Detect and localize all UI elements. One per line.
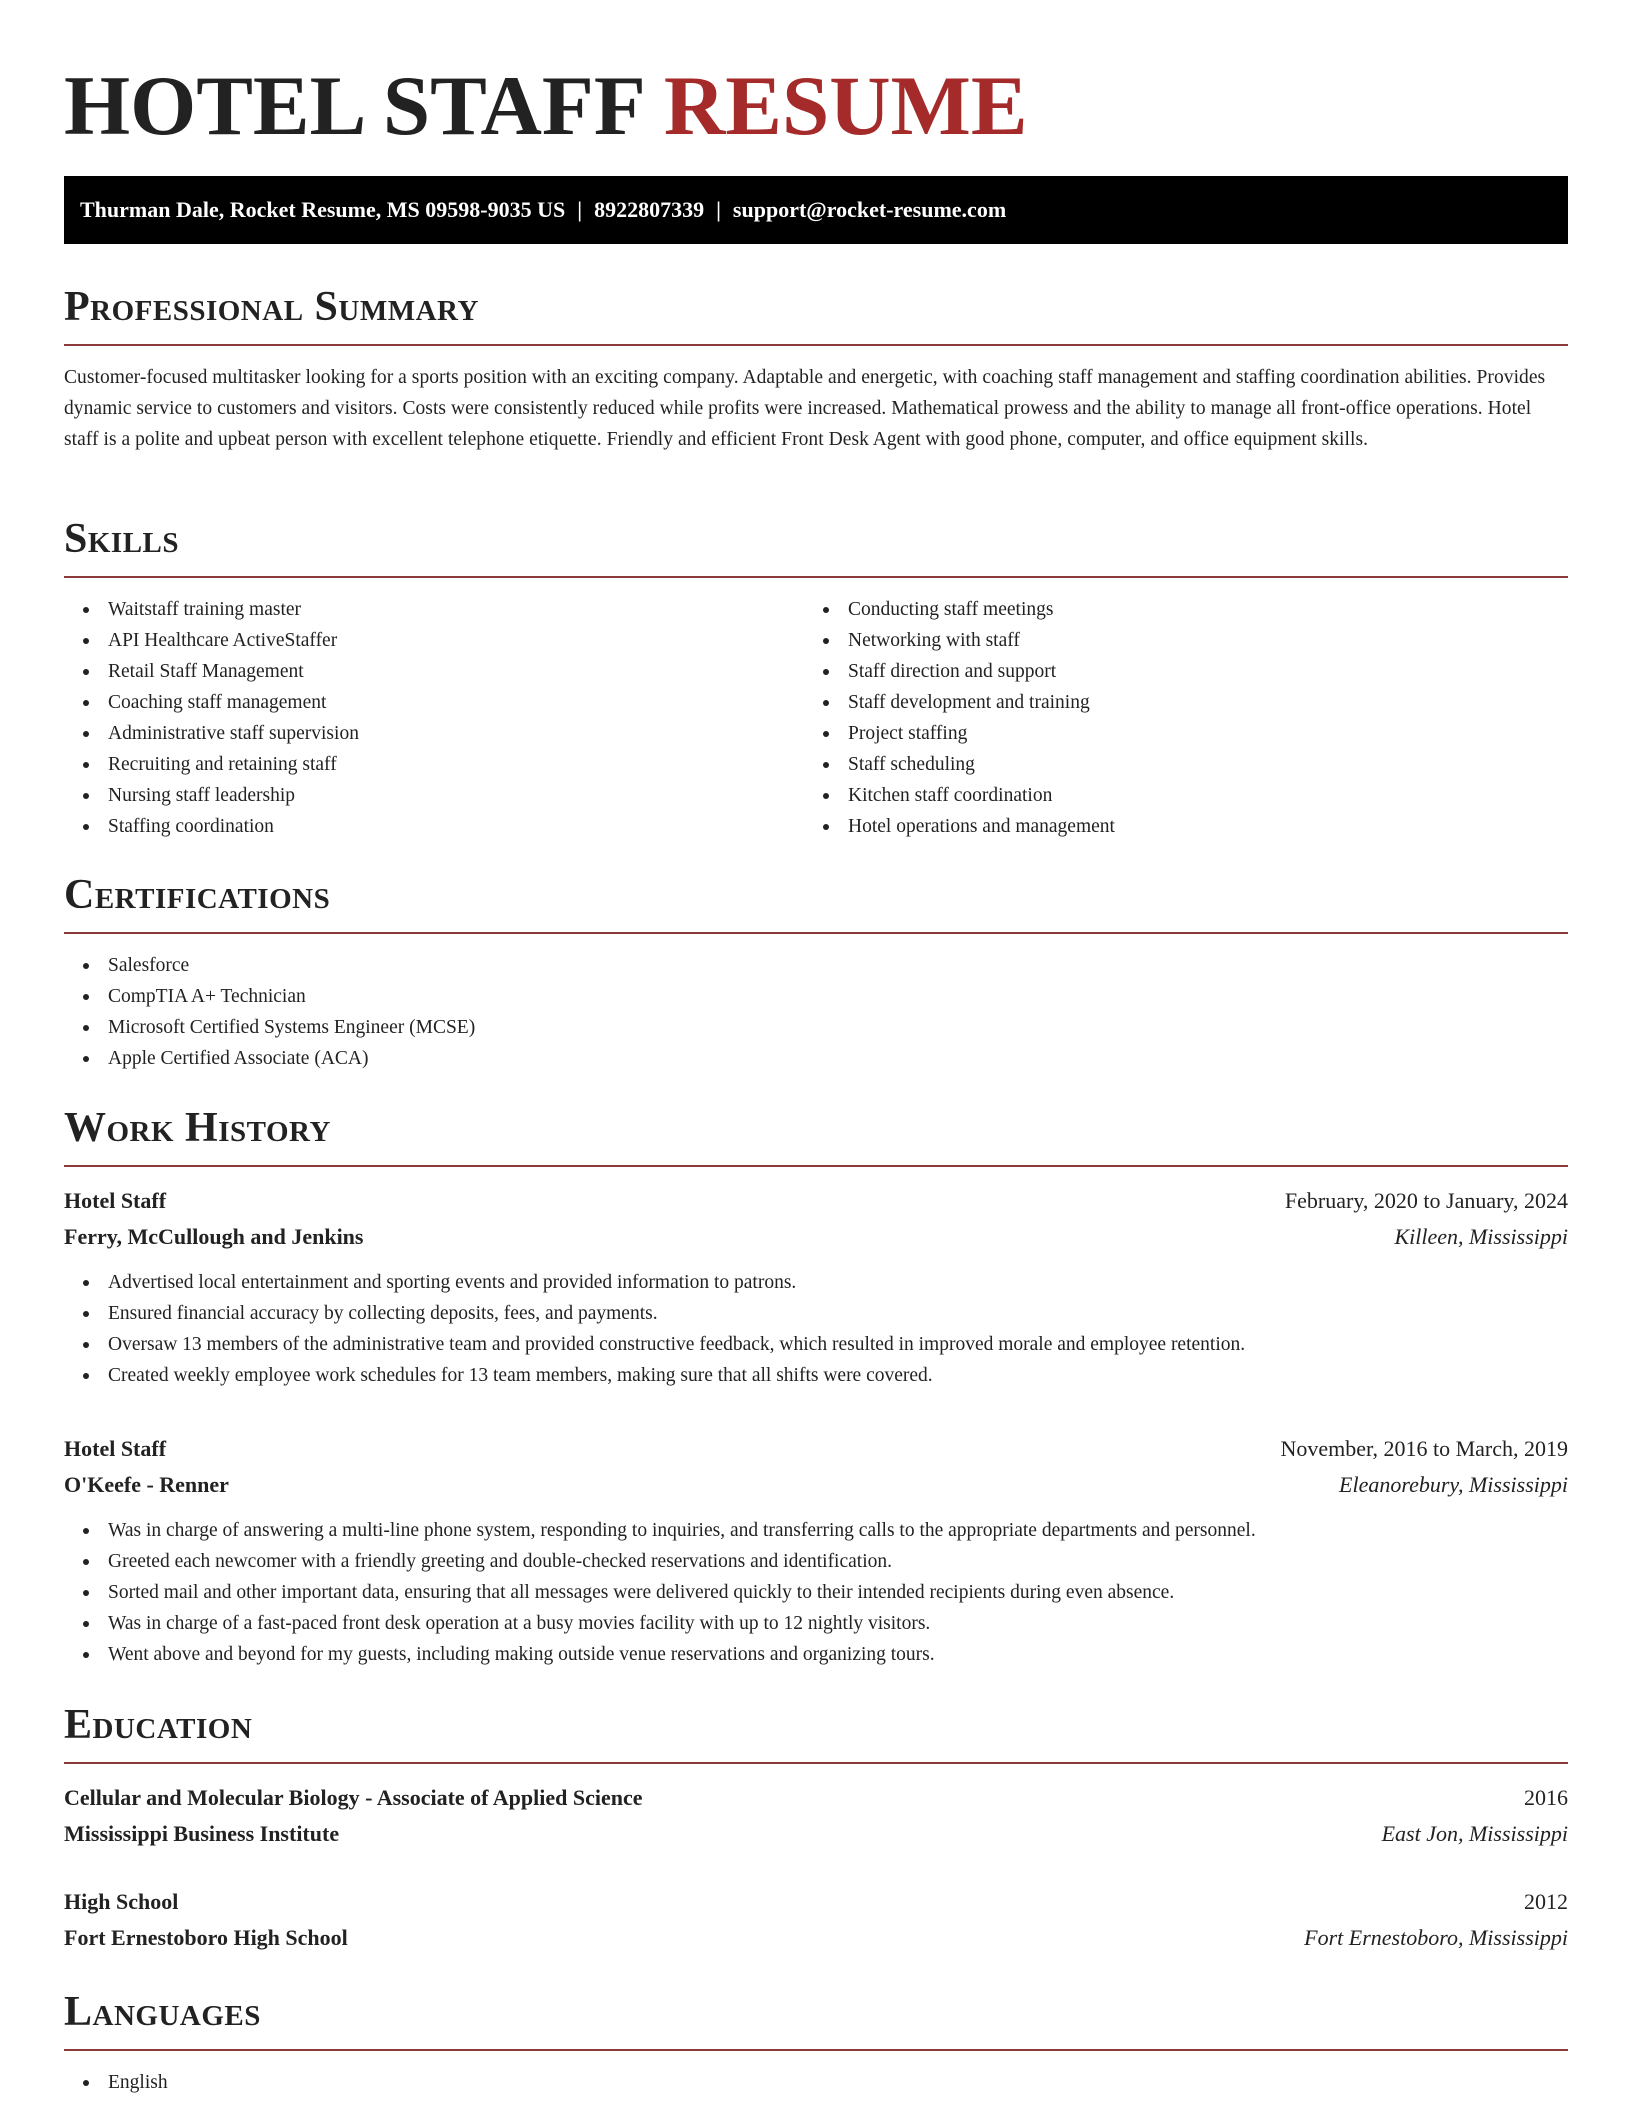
list-item: Staff scheduling (804, 749, 1544, 780)
job-dates: February, 2020 to January, 2024 (1284, 1188, 1568, 1213)
education-year: 2016 (1524, 1785, 1568, 1810)
list-item: Nursing staff leadership (64, 780, 804, 811)
list-item: Sorted mail and other important data, ensuring that all messages were delivered quickly to their intended recipients during even absence. (64, 1577, 1568, 1608)
list-item: Created weekly employee work schedules for 13 team members, making sure that all shifts were covered. (64, 1360, 1568, 1391)
section-divider (64, 932, 1568, 934)
list-item: Ensured financial accuracy by collecting deposits, fees, and payments. (64, 1298, 1568, 1329)
list-item: Staff development and training (804, 687, 1544, 718)
skills-list-right (804, 594, 1544, 842)
contact-address: Thurman Dale, Rocket Resume, MS 09598-9035 US (80, 197, 566, 222)
section-divider (64, 1165, 1568, 1167)
languages-heading: Languages (64, 1989, 261, 2035)
contact-separator: | (577, 197, 583, 222)
list-item: Greeted each newcomer with a friendly greeting and double-checked reservations and identification. (64, 1546, 1568, 1577)
skills-section (64, 514, 1568, 842)
education-school-row (64, 1816, 1568, 1852)
section-divider (64, 2049, 1568, 2051)
contact-bar (64, 176, 1568, 244)
list-item: English (64, 2067, 1568, 2098)
section-divider (64, 576, 1568, 578)
list-item: Was in charge of a fast-paced front desk operation at a busy movies facility with up to 12 nightly visitors. (64, 1608, 1568, 1639)
section-divider (64, 344, 1568, 346)
list-item: Administrative staff supervision (64, 718, 804, 749)
list-item: Was in charge of answering a multi-line phone system, responding to inquiries, and transferring calls to the appropriate departments and personnel. (64, 1515, 1568, 1546)
list-item: Oversaw 13 members of the administrative team and provided constructive feedback, which resulted in improved morale and employee retention. (64, 1329, 1568, 1360)
summary-text: Customer-focused multitasker looking for a sports position with an exciting company. Adaptable and energetic, with coaching staff management and staffing coordination abilities. Provides dynamic service to customers and visitors. Costs were consistently reduced while profits were increased. Mathematical prowess and the ability to manage all front-office operations. Hotel staff is a polite and upbeat person with excellent telephone etiquette. Friendly and efficient Front Desk Agent with good phone, computer, and office equipment skills. (64, 367, 1546, 450)
education-degree: High School (64, 1889, 179, 1914)
skills-heading: Skills (64, 516, 180, 562)
job-company-row (64, 1219, 1568, 1255)
education-location: East Jon, Mississippi (1381, 1821, 1568, 1846)
contact-email: support@rocket-resume.com (732, 197, 1007, 222)
job-company-row (64, 1467, 1568, 1503)
skills-grid (64, 594, 1568, 842)
job-dates: November, 2016 to March, 2019 (1280, 1436, 1568, 1461)
job-bullets (64, 1267, 1568, 1391)
list-item: CompTIA A+ Technician (64, 981, 1568, 1012)
contact-separator: | (716, 197, 721, 222)
list-item: Microsoft Certified Systems Engineer (MCSE) (64, 1012, 1568, 1043)
certifications-list (64, 950, 1568, 1074)
job-header-row (64, 1431, 1568, 1467)
education-location: Fort Ernestoboro, Mississippi (1304, 1925, 1568, 1950)
list-item: API Healthcare ActiveStaffer (64, 625, 804, 656)
education-entry (64, 1884, 1568, 1956)
job-title: Hotel Staff (64, 1188, 167, 1213)
title-part-2: RESUME (663, 59, 1028, 153)
summary-heading: Professional Summary (64, 284, 479, 330)
certifications-section (64, 870, 1568, 1074)
list-item: Advertised local entertainment and sporting events and provided information to patrons. (64, 1267, 1568, 1298)
education-degree: Cellular and Molecular Biology - Associate of Applied Science (64, 1785, 643, 1810)
section-divider (64, 1762, 1568, 1764)
job-bullets (64, 1515, 1568, 1670)
education-degree-row (64, 1884, 1568, 1920)
job-company: Ferry, McCullough and Jenkins (64, 1224, 364, 1249)
list-item: Kitchen staff coordination (804, 780, 1544, 811)
job-title: Hotel Staff (64, 1436, 167, 1461)
education-section (64, 1700, 1568, 1956)
list-item: Conducting staff meetings (804, 594, 1544, 625)
list-item: Recruiting and retaining staff (64, 749, 804, 780)
list-item: Went above and beyond for my guests, including making outside venue reservations and organizing tours. (64, 1639, 1568, 1670)
list-item: Coaching staff management (64, 687, 804, 718)
list-item: Apple Certified Associate (ACA) (64, 1043, 1568, 1074)
job-location: Killeen, Mississippi (1394, 1224, 1568, 1249)
skills-list-left (64, 594, 804, 842)
work-history-section (64, 1103, 1568, 1670)
list-item: Staff direction and support (804, 656, 1544, 687)
title-part-1: HOTEL STAFF (64, 59, 643, 153)
languages-list (64, 2067, 1568, 2098)
job-entry (64, 1431, 1568, 1670)
list-item: Networking with staff (804, 625, 1544, 656)
education-school: Fort Ernestoboro High School (64, 1925, 348, 1950)
work-history-heading: Work History (64, 1105, 331, 1151)
list-item: Retail Staff Management (64, 656, 804, 687)
education-school: Mississippi Business Institute (64, 1821, 340, 1846)
job-entry (64, 1183, 1568, 1391)
summary-section (64, 282, 1568, 455)
education-school-row (64, 1920, 1568, 1956)
list-item: Hotel operations and management (804, 811, 1544, 842)
education-heading: Education (64, 1702, 253, 1748)
resume-title (64, 56, 1028, 156)
list-item: Project staffing (804, 718, 1544, 749)
list-item: Waitstaff training master (64, 594, 804, 625)
job-company: O'Keefe - Renner (64, 1472, 229, 1497)
contact-phone: 8922807339 (594, 197, 705, 222)
job-header-row (64, 1183, 1568, 1219)
education-entry (64, 1780, 1568, 1852)
certifications-heading: Certifications (64, 872, 331, 918)
list-item: Staffing coordination (64, 811, 804, 842)
languages-section (64, 1987, 1568, 2098)
list-item: Salesforce (64, 950, 1568, 981)
education-year: 2012 (1524, 1889, 1568, 1914)
job-location: Eleanorebury, Mississippi (1339, 1472, 1568, 1497)
education-degree-row (64, 1780, 1568, 1816)
